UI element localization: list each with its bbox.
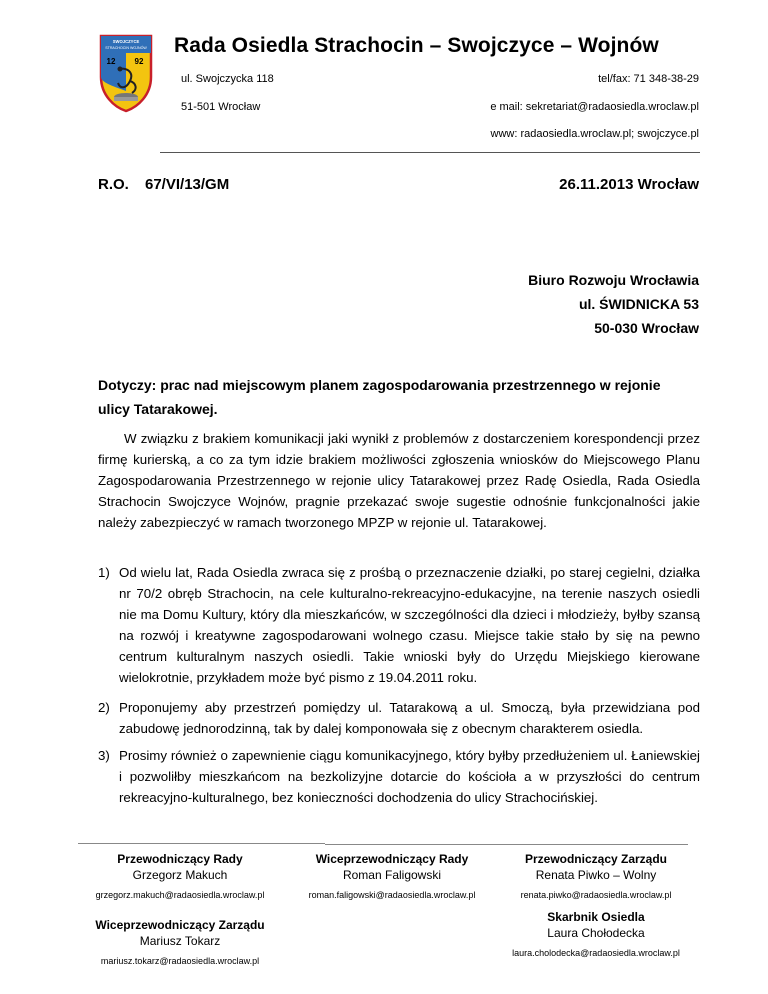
crest-year-left: 12 [106, 57, 116, 66]
signature-role: Wiceprzewodniczący Zarządu [95, 918, 265, 932]
list-item [98, 697, 700, 739]
signature-divider-left [78, 843, 325, 844]
website-link[interactable]: www: radaosiedla.wroclaw.pl; swojczyce.pl [490, 128, 699, 140]
signature-role: Wiceprzewodniczący Rady [315, 852, 469, 866]
recipient-name: Biuro Rozwoju Wrocławia [528, 272, 699, 288]
signature-email[interactable]: laura.cholodecka@radaosiedla.wroclaw.pl [512, 948, 680, 958]
signature-email[interactable]: mariusz.tokarz@radaosiedla.wroclaw.pl [100, 956, 260, 966]
signature-name: Renata Piwko – Wolny [535, 868, 657, 882]
signature-name: Mariusz Tokarz [139, 934, 221, 948]
list-item-text: Od wielu lat, Rada Osiedla zwraca się z prośbą o przeznaczenie działki, po starej cegielni, działka nr 70/2 obręb Strachocin, na cele kulturalno-rekreacyjno-edukacyjne, na terenie naszych osiedli nie ma Domu Kultury, który dla mieszkańców, w szczególności dla dzieci i młodzieży, byłby szansą na rozwój i kreatywne zagospodarowani wolnego czasu. Miejsce takie stało by się na pewno centrum kulturalnym naszych osiedli. Takie wnioski były do Urzędu Miejskiego kierowane wielokrotnie, przykładem może być pismo z 19.04.2011 roku. [119, 565, 700, 685]
list-item-number: 3) [98, 748, 110, 763]
reference-number: 67/VI/13/GM [145, 176, 230, 193]
svg-text:STRACHOCIN WOJNÓW: STRACHOCIN WOJNÓW [105, 46, 147, 50]
signature-role: Przewodniczący Zarządu [524, 852, 668, 866]
coat-of-arms-logo [98, 33, 154, 113]
reference-prefix: R.O. [98, 176, 129, 193]
crest-year-right: 92 [134, 57, 144, 66]
list-item-number: 2) [98, 700, 110, 715]
street-address: ul. Swojczycka 118 [181, 73, 274, 85]
signature-name: Roman Faligowski [342, 868, 442, 882]
list-item [98, 562, 700, 688]
header-divider [160, 152, 700, 153]
list-item-text: Prosimy również o zapewnienie ciągu komunikacyjnego, który byłby przedłużeniem ul. Łaniewskiej i pozwoliłby mieszkańcom na bezkolizyjne dotarcie do kościoła a w przyszłości do centrum rekreacyjno-kulturalnego, bez konieczności dochodzenia do ulicy Strachocińskiej. [119, 748, 700, 805]
recipient-city: 50-030 Wrocław [594, 320, 699, 336]
phone-fax: tel/fax: 71 348-38-29 [598, 73, 699, 85]
signature-email[interactable]: renata.piwko@radaosiedla.wroclaw.pl [520, 890, 672, 900]
signature-email[interactable]: grzegorz.makuch@radaosiedla.wroclaw.pl [95, 890, 265, 900]
signature-role: Skarbnik Osiedla [547, 910, 645, 924]
signature-block [80, 851, 280, 903]
svg-text:SWOJCZYCE: SWOJCZYCE [112, 39, 140, 44]
signature-block [292, 851, 492, 903]
recipient-street: ul. ŚWIDNICKA 53 [578, 296, 699, 312]
list-item [98, 745, 700, 808]
signature-name: Laura Chołodecka [547, 926, 645, 940]
list-item-text: Proponujemy aby przestrzeń pomiędzy ul. Tatarakową a ul. Smoczą, była przewidziana pod zabudowę jednorodzinną, tak by dalej komponowała się z obecnym charakterem osiedla. [119, 700, 700, 736]
signature-email[interactable]: roman.faligowski@radaosiedla.wroclaw.pl [308, 890, 476, 900]
signature-role: Przewodniczący Rady [117, 852, 243, 866]
signature-divider-right [325, 844, 688, 845]
intro-paragraph: W związku z brakiem komunikacji jaki wynikł z problemów z dostarczeniem korespondencji przez firmę kurierską, a co za tym idzie brakiem możliwości zgłoszenia wniosków do Miejscowego Planu Zagospodarowania Przestrzennego w rejonie ulicy Tatarakowej przez Radę Osiedla, Rada Osiedla Strachocin Swojczyce Wojnów, pragnie przekazać swoje sugestie odnośnie funkcjonalności jakie należy zabezpieczyć w ramach tworzonego MPZP w rejonie ul. Tatarakowej. [98, 431, 700, 530]
email-address[interactable]: e mail: sekretariat@radaosiedla.wroclaw.pl [490, 101, 699, 113]
organization-title: Rada Osiedla Strachocin – Swojczyce – Wojnów [174, 34, 659, 57]
recipient-address [528, 270, 699, 338]
signature-name: Grzegorz Makuch [132, 868, 228, 882]
signature-block [496, 851, 696, 903]
signature-block [496, 909, 696, 961]
signature-block [80, 917, 280, 969]
letter-subject: Dotyczy: prac nad miejscowym planem zagospodarowania przestrzennego w rejonie ulicy Tatarakowej. [98, 377, 661, 417]
list-item-number: 1) [98, 565, 110, 580]
postal-address: 51-501 Wrocław [181, 101, 261, 113]
letter-date: 26.11.2013 Wrocław [559, 176, 699, 193]
